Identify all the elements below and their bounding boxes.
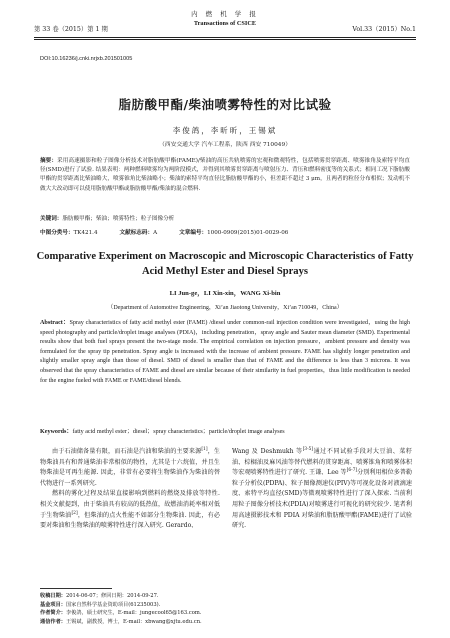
keywords-cn	[40, 214, 410, 222]
running-header	[34, 10, 416, 36]
keywords-en	[40, 426, 410, 435]
keywords-cn-label: 关键词：	[40, 216, 63, 222]
abstract-cn	[40, 157, 410, 194]
citation[interactable]: [2]	[71, 510, 78, 516]
footnote-text: 李俊鸽，硕士研究生，E-mail：jungecool65@163.com.	[65, 610, 202, 617]
body-paragraph	[40, 489, 220, 531]
keywords-en-label: Keywords：	[40, 429, 73, 435]
footnote-text: 2014-06-07；修回日期：2014-09-27.	[65, 593, 159, 599]
doi[interactable]: DOI:10.16236/j.cnki.nrjxb.201501005	[40, 56, 133, 62]
affiliation-cn: （西安交通大学 汽车工程系，陕西 西安 710049）	[158, 142, 291, 148]
abstract-en-text: Spray characteristics of fatty acid methyl ester (FAME) /diesel under common-rail injection condition were investigated，using the high speed photography and particle/droplet image analyses (PDIA)，including penetration，spray angle and Sauter mean diameter (SMD). Experimental results show that both fuel sprays present the two-stage mode. The empirical correlation on injection pressure，ambient pressure and density was formulated for the spray tip penetration. Spray angle is increased with the increase of ambient pressure. FAME has slightly longer penetration and slightly smaller spray angle than those of diesel. SMD of diesel is smaller than that of FAME and the difference is less than 3 microns. It was observed that the spray characteristics of FAME and diesel are similar because of their similarity in fuel properties，thus little modification is needed for the engine fueled with FAME or FAME/diesel blends.	[40, 320, 410, 384]
clc-label: 中图分类号：	[40, 230, 74, 236]
footnote-label: 基金项目：	[40, 601, 66, 608]
footnote-contact	[40, 618, 240, 627]
citation[interactable]: [3-5]	[302, 446, 314, 452]
footnote-text: 王锡斌，副教授，博士，E-mail：xbwang@xjtu.edu.cn.	[65, 618, 202, 625]
body-text: Wang 及 Deshmukh 等	[232, 448, 303, 455]
journal-name-cn: 内 燃 机 学 报	[191, 10, 259, 18]
article-no-value: 1000-0909(2015)01-0029-06	[207, 230, 289, 236]
abstract-cn-label: 摘要：	[40, 158, 58, 164]
footnote-label: 收稿日期：	[40, 593, 66, 599]
keywords-en-text: fatty acid methyl ester；diesel；spray characteristics；particle/droplet image analyses	[72, 429, 285, 435]
classification-cn	[40, 228, 410, 236]
doc-code-value: A	[153, 230, 158, 236]
abstract-en-label: Abstract：	[40, 320, 70, 326]
body-text: 燃料的雾化过程及结果直接影响到燃料的燃烧及排放等特性. 相关文献提到，由于柴油具有较高的低热值，故燃油消耗率相对低于生物柴油	[40, 490, 220, 519]
body-text: ，但柴油的点火性能不如部分生物柴油. 因此，有必要对柴油和生物柴油的喷雾特性进行深入研究. Gerardo、	[40, 511, 221, 530]
footnote-label: 通信作者：	[40, 618, 66, 625]
footnote-label: 作者简介：	[40, 610, 66, 617]
body-text: 通过不同试验手段对大豆油、菜籽油、棕榈油及麻风油等替代燃料的贯穿距离、喷雾锥角和喷雾体积等宏观喷雾特性进行了研究. 王谦、Lee 等	[232, 448, 412, 477]
body-text: 分别利用相位多普勒粒子分析仪(PDPA)、粒子图像测速仪(PIV)等可视化设备对液滴速度、索特平均直径(SMD)等微观喷雾特性进行了深入探索. 当前利用粒子图像分析技术(PDIA)对喷雾进行可视化的研究较少. 笔者利用高速摄影技术和 PDIA 对柴油和脂肪酸甲酯(FAME)进行了试验研究.	[232, 469, 412, 530]
doc-code-label: 文献标志码：	[119, 230, 154, 236]
title-cn: 脂肪酸甲酯/柴油喷雾特性的对比试验	[118, 97, 332, 112]
footnotes	[40, 592, 240, 626]
footnote-text: 国家自然科学基金资助项目(61235003).	[65, 601, 161, 608]
title-en: Comparative Experiment on Macroscopic and Microscopic Characteristics of Fatty Acid Methyl Ester and Diesel Sprays	[36, 251, 414, 277]
footnote-received	[40, 592, 240, 601]
authors-en: LI Jun-ge，LI Xin-xin，WANG Xi-bin	[169, 290, 281, 297]
citation[interactable]: [1]	[201, 446, 208, 452]
body-column-right	[232, 447, 412, 532]
article-no-label: 文章编号：	[179, 230, 208, 236]
footnote-author	[40, 609, 240, 618]
footnote-rule	[40, 588, 112, 589]
journal-name-en: Transactions of CSICE	[193, 20, 257, 27]
issue-cn: 第 33 卷（2015）第 1 期	[34, 26, 108, 33]
header-rule-thin	[34, 39, 416, 40]
body-text: ，生物柴油具有和普通柴油非常相似的物性，尤其是十六烷值，并且生物柴油是可再生能源. 因此，非常有必要将生物柴油作为柴油的替代物进行一系列研究.	[40, 448, 221, 487]
abstract-cn-text: 采用高速摄影和粒子图像分析技术对脂肪酸甲酯(FAME)/柴油的高压共轨喷雾的宏观和微观特性，包括喷雾贯穿距离、喷雾锥角及索特平均直径(SMD)进行了试验. 结果表明：两种燃料喷雾均为两阶段模式，并得到其喷雾贯穿距离与喷射压力、背压和燃料密度等的关系式；相同工况下脂肪酸甲酯的贯穿距离比柴油略大，喷雾锥角比柴油略小；柴油的索特平均直径比脂肪酸甲酯的小，但差距不超过 3 μm，且两者的粒径分布相似；发动机不做大大改动即可以使用脂肪酸甲酯或脂肪酸甲酯/柴油的混合燃料.	[40, 158, 410, 192]
keywords-cn-text: 脂肪酸甲酯；柴油；喷雾特性；粒子图像分析	[62, 216, 175, 222]
abstract-en	[40, 319, 410, 386]
body-paragraph	[232, 447, 412, 532]
body-paragraph	[40, 447, 220, 489]
footnote-fund	[40, 601, 240, 610]
authors-cn: 李俊鸽，李昕昕，王锡斌	[172, 126, 278, 135]
citation[interactable]: [6-7]	[346, 468, 358, 474]
header-rule	[34, 37, 416, 38]
body-column-left	[40, 447, 220, 532]
clc-value: TK421.4	[73, 230, 98, 236]
issue-en: Vol.33（2015）No.1	[352, 26, 416, 33]
affiliation-en: （Department of Automotive Engineering，Xi’an Jiaotong University，Xi’an 710049，China）	[107, 305, 343, 311]
body-text: 由于石油储备量有限，而石油是汽油和柴油的主要来源	[52, 448, 202, 455]
